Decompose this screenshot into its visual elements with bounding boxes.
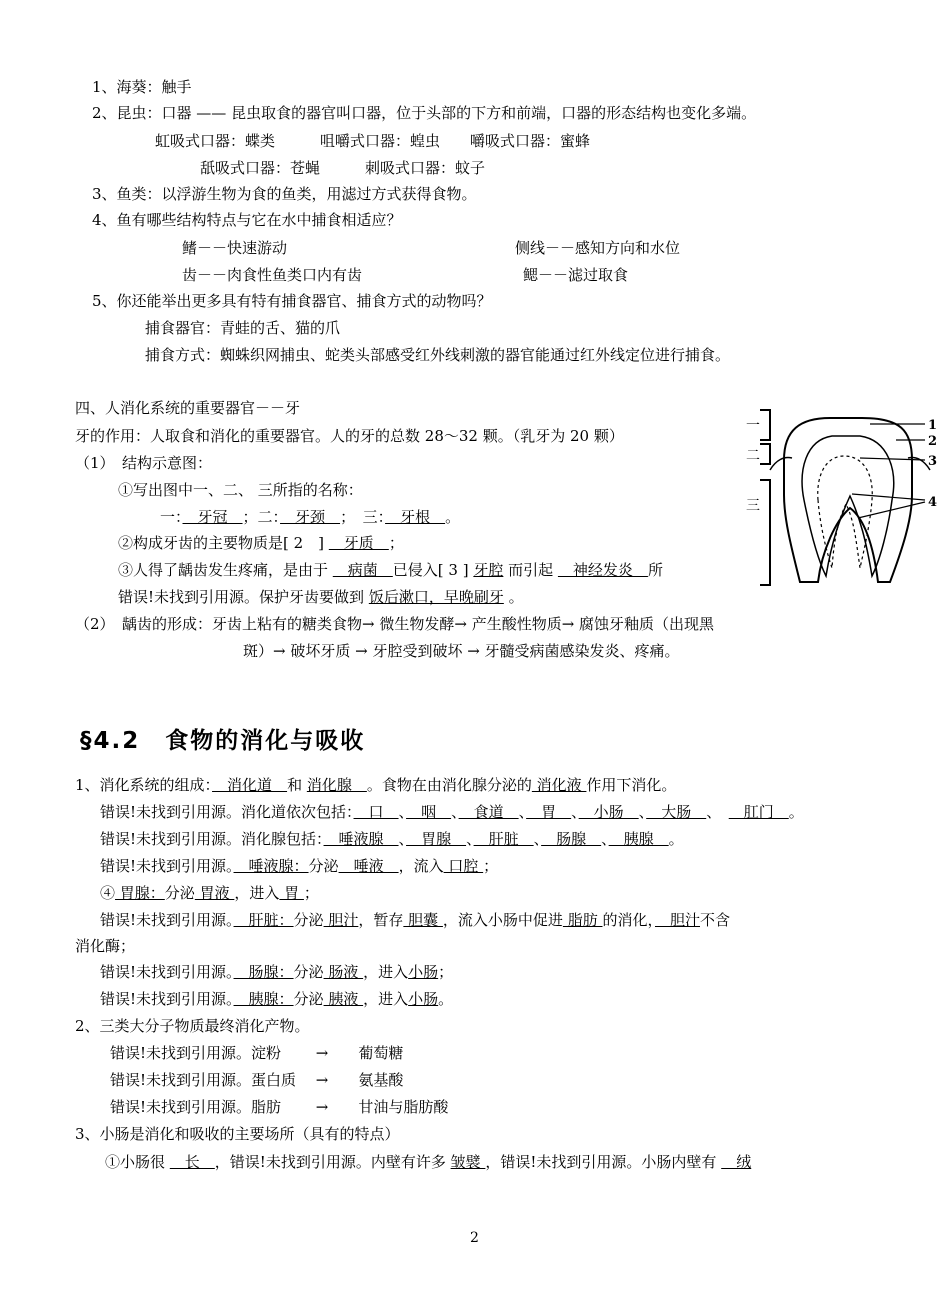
tooth-structure-diagram [740, 400, 945, 590]
line-8a: 齿－－肉食性鱼类口内有齿 [182, 266, 363, 284]
line-26: ④ 胃腺：分泌 胃液 ，进入 胃 ； [100, 884, 319, 902]
line-3: 虹吸式口器：蝶类 咀嚼式口器：蝗虫 嚼吸式口器：蜜蜂 [155, 132, 591, 150]
line-18: ③人得了龋齿发生疼痛，是由于 病菌 已侵入[ 3 ] 牙腔 而引起 神经发炎 所 [118, 561, 663, 579]
line-30: 错误!未找到引用源。 胰腺：分泌 胰液 ，进入小肠。 [100, 990, 454, 1008]
line-5: 3、鱼类：以浮游生物为食的鱼类，用滤过方式获得食物。 [92, 185, 477, 203]
line-10: 捕食器官：青蛙的舌、猫的爪 [145, 319, 341, 337]
line-34: 错误!未找到引用源。脂肪 → 甘油与脂肪酸 [110, 1098, 449, 1116]
tooth-zone-2: 二 [746, 448, 760, 464]
line-21: 斑）→ 破坏牙质 → 牙腔受到破坏 → 牙髓受病菌感染发炎、疼痛。 [243, 642, 680, 660]
line-17: ②构成牙齿的主要物质是[ 2 ] 牙质 ； [118, 534, 404, 552]
line-31: 2、三类大分子物质最终消化产物。 [75, 1017, 310, 1035]
line-27: 错误!未找到引用源。 肝脏：分泌 胆汁，暂存 胆囊 ，流入小肠中促进 脂肪 的消化， 胆汁不含 [100, 911, 731, 929]
tooth-label-3: 3 [928, 454, 938, 469]
line-9: 5、你还能举出更多具有特有捕食器官、捕食方式的动物吗？ [92, 292, 492, 310]
line-25: 错误!未找到引用源。 唾液腺：分泌 唾液 ，流入 口腔 ； [100, 857, 499, 875]
line-28: 消化酶； [75, 937, 136, 955]
line-4: 舐吸式口器：苍蝇 刺吸式口器：蚊子 [200, 159, 486, 177]
line-36: ①小肠很 长 ，错误!未找到引用源。内壁有许多 皱襞 ，错误!未找到引用源。小肠内壁有 绒 [105, 1153, 752, 1171]
line-15: ①写出图中一、二、 三所指的名称： [118, 481, 363, 499]
line-33: 错误!未找到引用源。蛋白质 → 氨基酸 [110, 1071, 404, 1089]
line-24: 错误!未找到引用源。消化腺包括： 唾液腺 、 胃腺 、 肝脏 、 肠腺 、 胰腺 。 [100, 830, 684, 848]
line-22: 1、消化系统的组成： 消化道 和 消化腺 。食物在由消化腺分泌的 消化液 作用下消化。 [75, 776, 677, 794]
page-number: 2 [470, 1230, 479, 1246]
section-heading: §4.2 食物的消化与吸收 [80, 728, 366, 754]
line-8b: 鳃－－滤过取食 [523, 266, 629, 284]
line-35: 3、小肠是消化和吸收的主要场所（具有的特点） [75, 1125, 400, 1143]
tooth-label-2: 2 [928, 434, 938, 449]
tooth-zone-3: 三 [746, 498, 760, 514]
line-32: 错误!未找到引用源。淀粉 → 葡萄糖 [110, 1044, 404, 1062]
tooth-label-1: 1 [928, 418, 938, 433]
line-6: 4、鱼有哪些结构特点与它在水中捕食相适应？ [92, 211, 402, 229]
line-12: 四、人消化系统的重要器官－－牙 [75, 399, 301, 417]
line-7b: 侧线－－感知方向和水位 [515, 239, 681, 257]
line-13: 牙的作用：人取食和消化的重要器官。人的牙的总数 28～32 颗。（乳牙为 20 颗） [75, 427, 624, 445]
line-23: 错误!未找到引用源。消化道依次包括： 口 、 咽 、 食道 、 胃 、 小肠 、 大肠 、 肛门 。 [100, 803, 804, 821]
line-1: 1、海葵：触手 [92, 78, 192, 96]
line-14: （1） 结构示意图： [75, 454, 213, 472]
line-20: （2） 龋齿的形成：牙齿上粘有的糖类食物→ 微生物发酵→ 产生酸性物质→ 腐蚀牙釉质（出现黑 [75, 615, 715, 633]
line-7a: 鳍－－快速游动 [182, 239, 288, 257]
tooth-label-4: 4 [928, 495, 938, 510]
line-11: 捕食方式：蜘蛛织网捕虫、蛇类头部感受红外线刺激的器官能通过红外线定位进行捕食。 [145, 346, 731, 364]
line-19: 错误!未找到引用源。保护牙齿要做到 饭后漱口，早晚刷牙 。 [118, 588, 524, 606]
tooth-zone-1: 一 [746, 418, 760, 434]
line-2: 2、昆虫：口器 —— 昆虫取食的器官叫口器，位于头部的下方和前端，口器的形态结构也变化多端。 [92, 104, 757, 122]
line-29: 错误!未找到引用源。 肠腺：分泌 肠液 ，进入小肠； [100, 963, 454, 981]
line-16: 一： 牙冠 ；二： 牙颈 ； 三： 牙根 。 [160, 508, 461, 526]
